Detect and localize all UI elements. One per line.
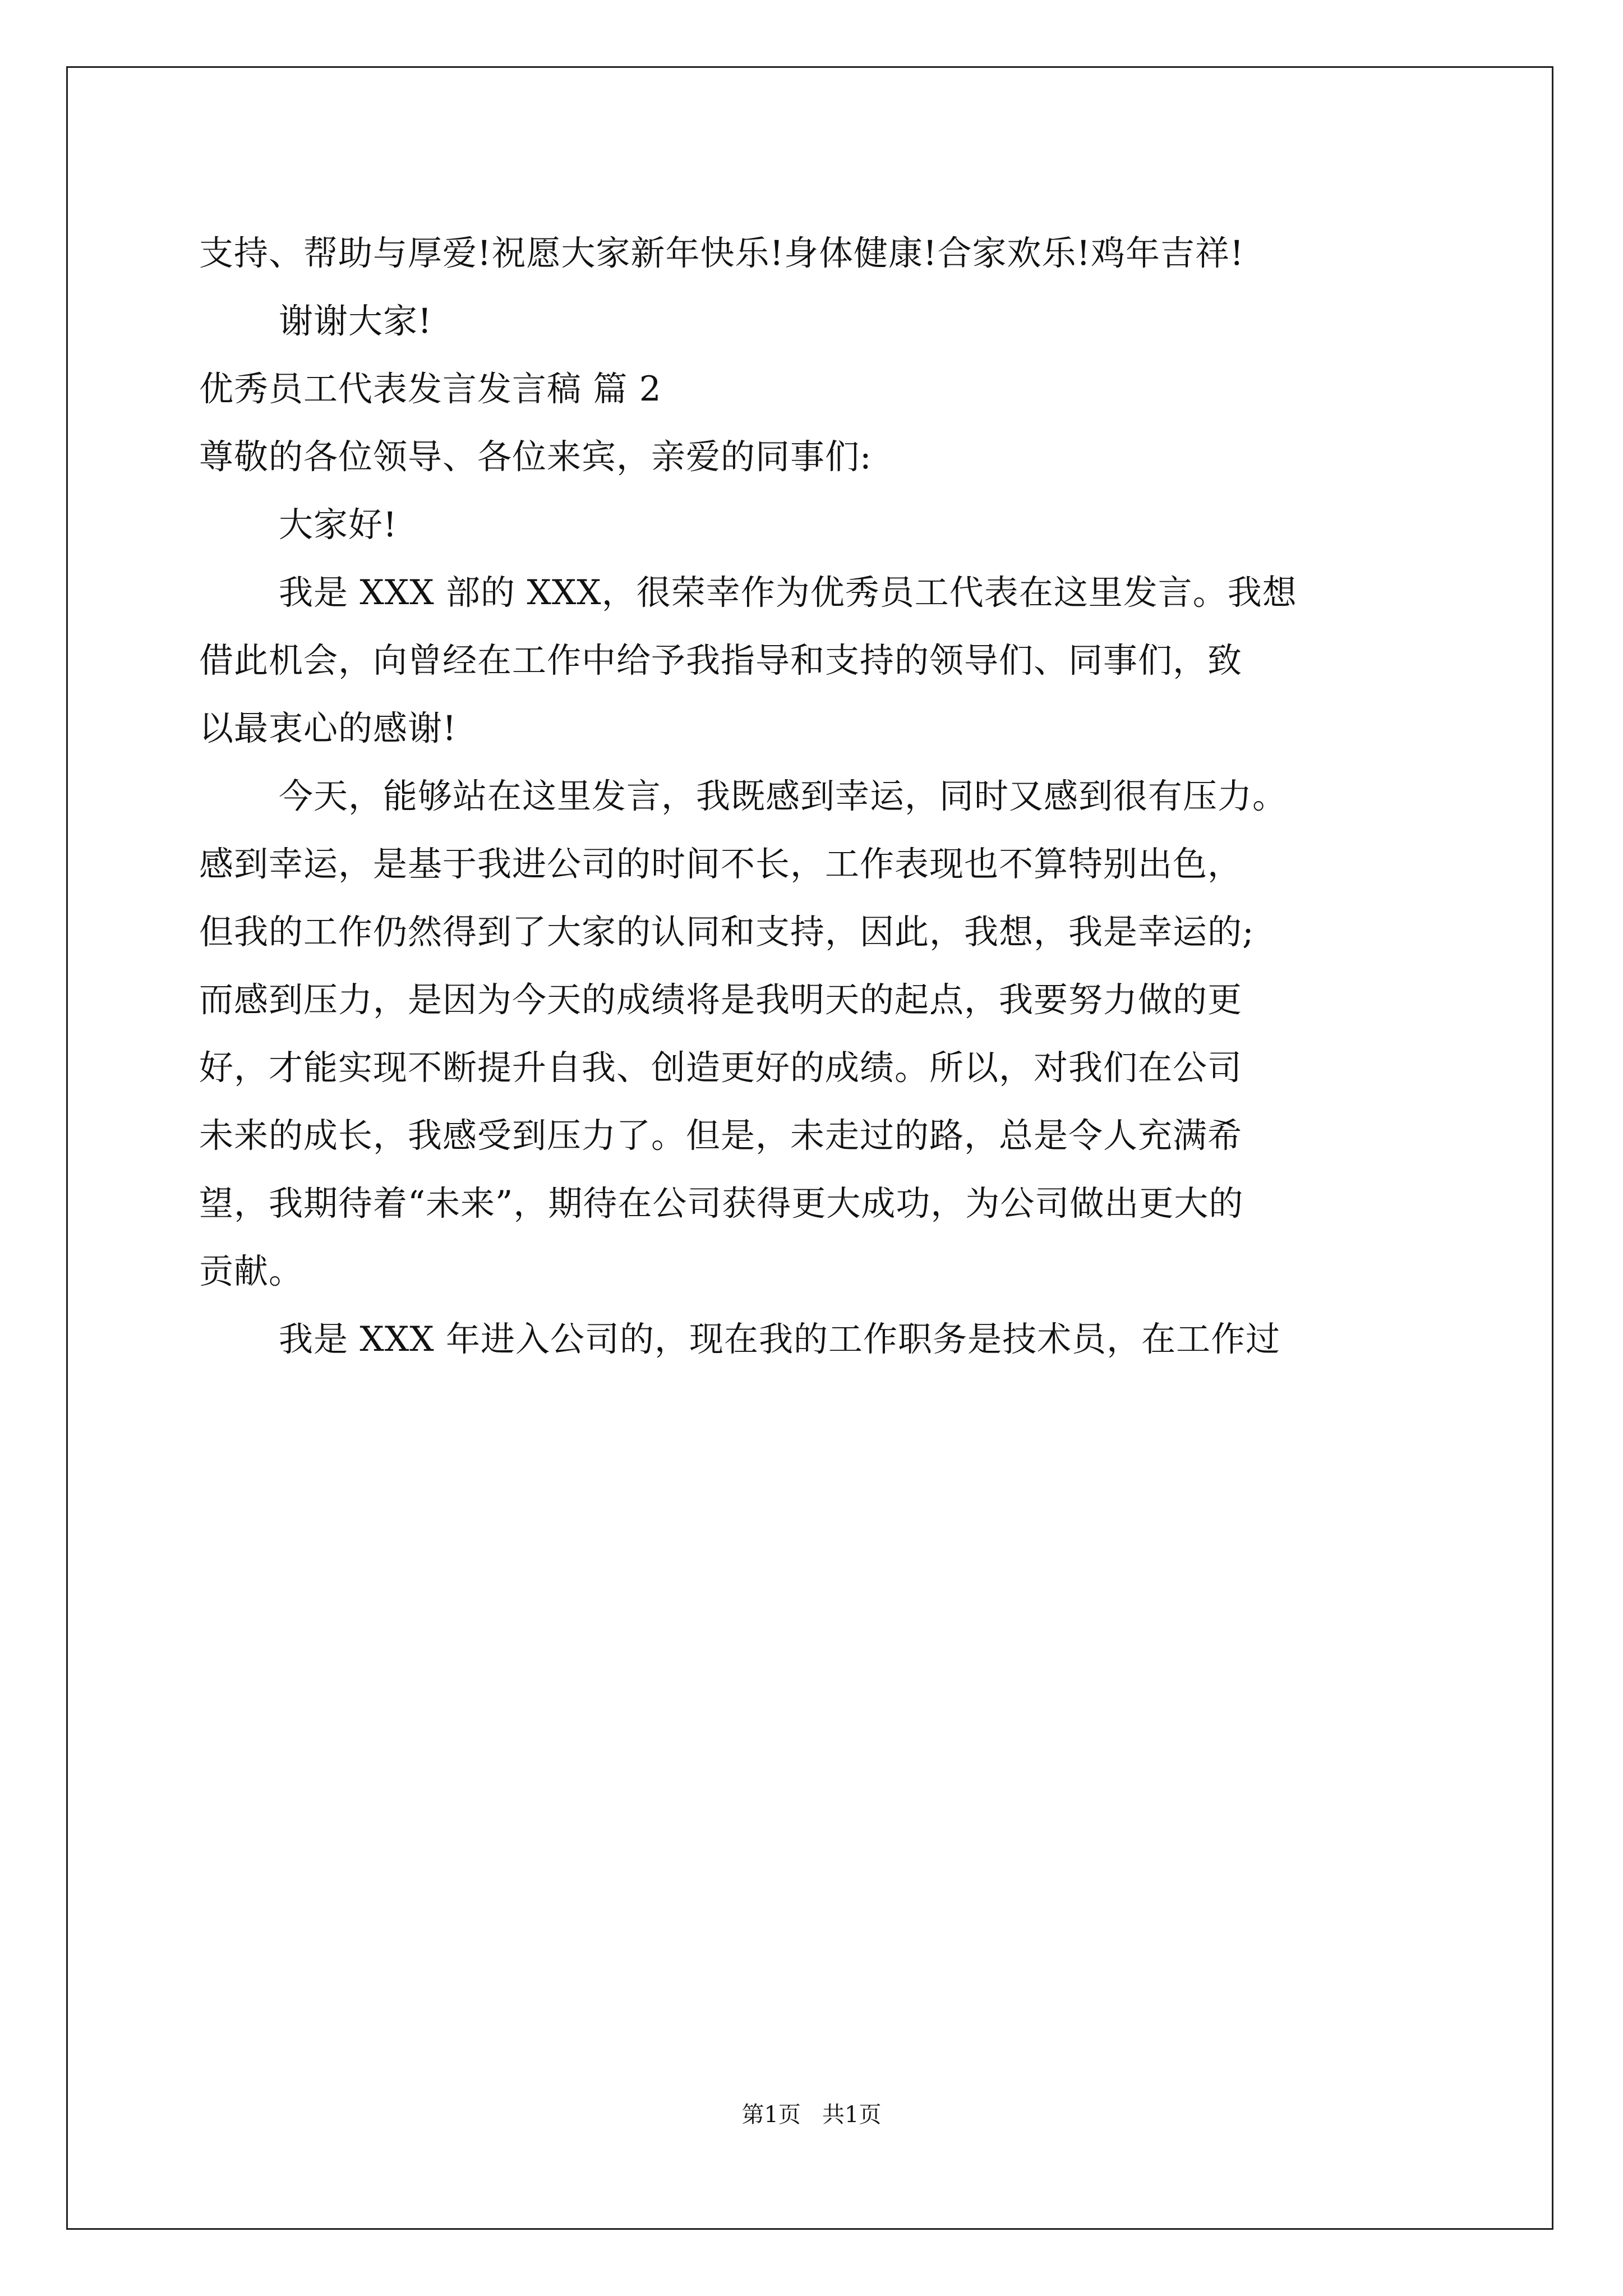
body-line-thanks: 谢谢大家! — [279, 301, 432, 341]
paragraph-line: 感到幸运，是基于我进公司的时间不长，工作表现也不算特别出色， — [199, 844, 1243, 884]
paragraph-line: 未来的成长，我感受到压力了。但是，未走过的路，总是令人充满希 — [199, 1116, 1243, 1156]
paragraph-line: 好，才能实现不断提升自我、创造更好的成绩。所以，对我们在公司 — [199, 1048, 1243, 1088]
paragraph-line: 望，我期待着“未来”，期待在公司获得更大成功，为公司做出更大的 — [199, 1184, 1244, 1223]
paragraph-line: 今天，能够站在这里发言，我既感到幸运，同时又感到很有压力。 — [279, 776, 1288, 816]
paragraph-line: 我是 XXX 年进入公司的，现在我的工作职务是技术员，在工作过 — [279, 1319, 1281, 1359]
paragraph-line: 我是 XXX 部的 XXX，很荣幸作为优秀员工代表在这里发言。我想 — [279, 573, 1297, 613]
paragraph-line: 而感到压力，是因为今天的成绩将是我明天的起点，我要努力做的更 — [199, 980, 1243, 1020]
paragraph-line: 借此机会，向曾经在工作中给予我指导和支持的领导们、同事们，致 — [199, 641, 1243, 680]
section-heading: 优秀员工代表发言发言稿 篇 2 — [199, 369, 662, 409]
greeting: 大家好! — [279, 505, 398, 545]
page-number-footer: 第1页 共1页 — [741, 2102, 882, 2128]
paragraph-line: 以最衷心的感谢! — [199, 708, 457, 748]
paragraph-line: 但我的工作仍然得到了大家的认同和支持，因此，我想，我是幸运的; — [199, 912, 1255, 952]
body-line-closing-wishes: 支持、帮助与厚爱!祝愿大家新年快乐!身体健康!合家欢乐!鸡年吉祥! — [199, 233, 1244, 273]
salutation: 尊敬的各位领导、各位来宾，亲爱的同事们: — [199, 437, 872, 477]
paragraph-line: 贡献。 — [199, 1251, 304, 1291]
